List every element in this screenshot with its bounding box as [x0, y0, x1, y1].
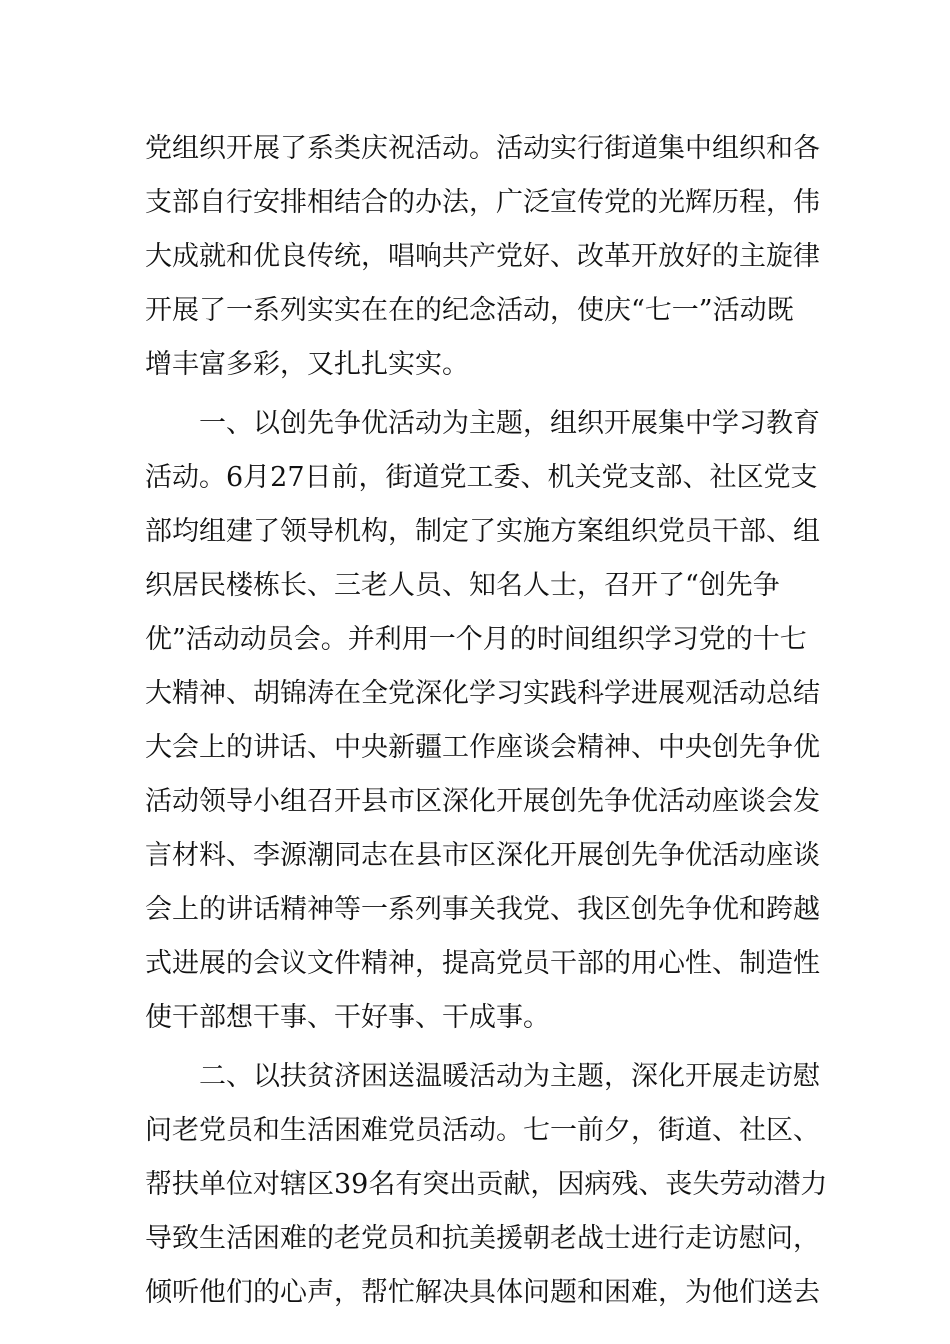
text-line: 大成就和优良传统，唱响共产党好、改革开放好的主旋律 — [145, 241, 820, 272]
text-line: 使干部想干事、干好事、干成事。 — [145, 1002, 550, 1033]
text-line: 党组织开展了系类庆祝活动。活动实行街道集中组织和各 — [145, 133, 820, 164]
text-line: 二、以扶贫济困送温暖活动为主题，深化开展走访慰 — [199, 1061, 820, 1092]
text-line: 织居民楼栋长、三老人员、知名人士，召开了“创先争 — [145, 570, 780, 601]
text-line: 大会上的讲话、中央新疆工作座谈会精神、中央创先争优 — [145, 732, 820, 763]
text-line: 优”活动动员会。并利用一个月的时间组织学习党的十七 — [145, 624, 807, 655]
text-line: 导致生活困难的老党员和抗美援朝老战士进行走访慰问， — [145, 1223, 820, 1254]
text-line: 问老党员和生活困难党员活动。七一前夕，街道、社区、 — [145, 1115, 820, 1146]
text-line: 言材料、李源潮同志在县市区深化开展创先争优活动座谈 — [145, 840, 820, 871]
text-line: 式进展的会议文件精神，提高党员干部的用心性、制造性 — [145, 948, 820, 979]
text-line: 活动领导小组召开县市区深化开展创先争优活动座谈会发 — [145, 786, 820, 817]
text-line: 倾听他们的心声，帮忙解决具体问题和困难，为他们送去 — [145, 1277, 820, 1308]
text-line: 活动。6月27日前，街道党工委、机关党支部、社区党支 — [145, 462, 818, 493]
text-line: 会上的讲话精神等一系列事关我党、我区创先争优和跨越 — [145, 894, 820, 925]
text-line: 帮扶单位对辖区39名有突出贡献，因病残、丧失劳动潜力 — [145, 1169, 828, 1200]
text-line: 一、以创先争优活动为主题，组织开展集中学习教育 — [199, 408, 820, 439]
paragraph — [145, 122, 820, 392]
text-line: 大精神、胡锦涛在全党深化学习实践科学进展观活动总结 — [145, 678, 820, 709]
text-line: 支部自行安排相结合的办法，广泛宣传党的光辉历程，伟 — [145, 187, 820, 218]
text-line: 开展了一系列实实在在的纪念活动，使庆“七一”活动既 — [145, 295, 794, 326]
text-line: 增丰富多彩，又扎扎实实。 — [145, 349, 469, 380]
paragraph — [145, 1050, 828, 1320]
document-body — [145, 122, 828, 1320]
text-line: 部均组建了领导机构，制定了实施方案组织党员干部、组 — [145, 516, 820, 547]
paragraph — [145, 397, 820, 1045]
